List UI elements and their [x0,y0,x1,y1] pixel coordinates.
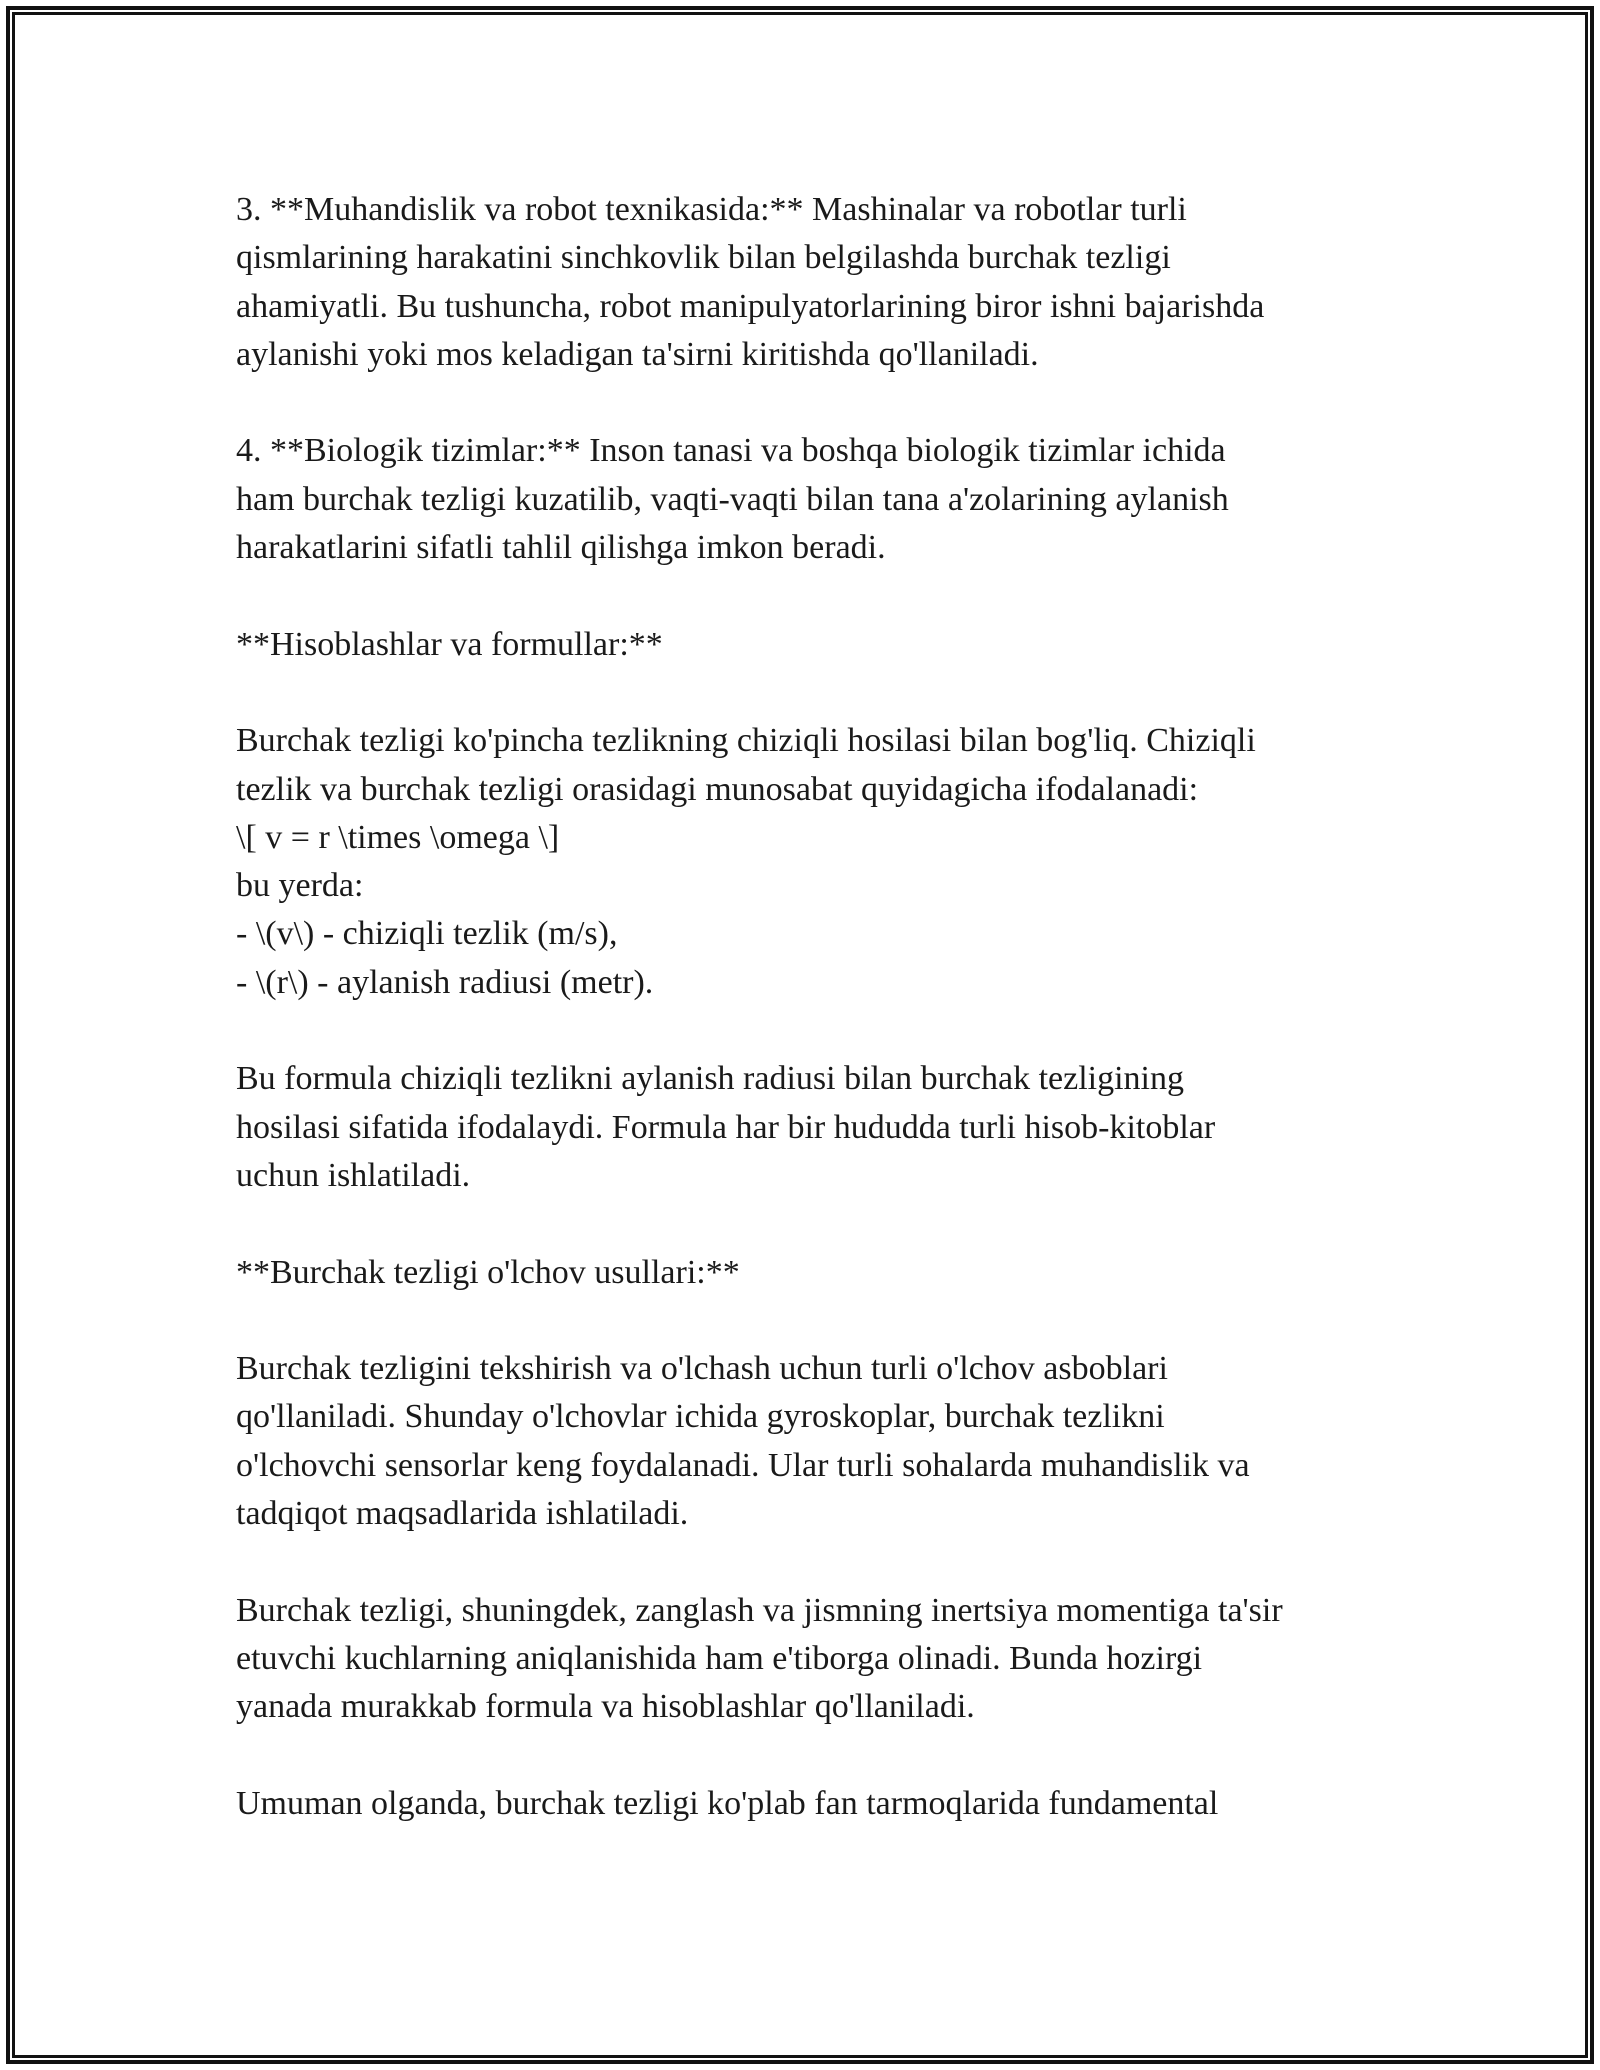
paragraph-formula-explanation [236,1055,1386,1200]
text-line: Burchak tezligini tekshirish va o'lchash uchun turli o'lchov asboblari [236,1350,1168,1388]
text-line: uchun ishlatiladi. [236,1156,471,1194]
text-line: Burchak tezligi, shuningdek, zanglash va jismning inertsiya momentiga ta'sir [236,1591,1283,1629]
paragraph-biological-systems [236,427,1386,572]
list-item: - \(v\) - chiziqli tezlik (m/s), [236,915,618,953]
text-line: o'lchovchi sensorlar keng foydalanadi. Ular turli sohalarda muhandislik va [236,1446,1250,1484]
text-line: **Hisoblashlar va formullar:** [236,625,663,663]
text-line: yanada murakkab formula va hisoblashlar qo'llaniladi. [236,1688,975,1726]
text-line: aylanishi yoki mos keladigan ta'sirni kiritishda qo'llaniladi. [236,335,1039,373]
text-line: Umuman olganda, burchak tezligi ko'plab fan tarmoqlarida fundamental [236,1784,1219,1822]
paragraph-measurement-instruments [236,1345,1386,1538]
text-line: ham burchak tezligi kuzatilib, vaqti-vaqti bilan tana a'zolarining aylanish [236,480,1229,518]
text-line: hosilasi sifatida ifodalaydi. Formula har bir hududda turli hisob-kitoblar [236,1108,1216,1146]
list-item: - \(r\) - aylanish radiusi (metr). [236,963,654,1001]
text-line: qismlarining harakatini sinchkovlik bilan belgilashda burchak tezligi [236,239,1171,277]
formula-line: \[ v = r \times \omega \] [236,818,560,856]
text-line: Bu formula chiziqli tezlikni aylanish radiusi bilan burchak tezligining [236,1060,1184,1098]
paragraph-engineering-robotics [236,186,1386,379]
heading-measurement-methods [236,1249,1386,1297]
text-line: bu yerda: [236,867,364,905]
text-line: 3. **Muhandislik va robot texnikasida:** Mashinalar va robotlar turli [236,191,1187,228]
document-body [236,186,1386,1876]
heading-calculations-formulas [236,621,1386,669]
paragraph-inertia-moment [236,1587,1386,1732]
text-line: tadqiqot maqsadlarida ishlatiladi. [236,1495,689,1533]
text-line: tezlik va burchak tezligi orasidagi munosabat quyidagicha ifodalanadi: [236,770,1199,808]
text-line: **Burchak tezligi o'lchov usullari:** [236,1253,740,1291]
paragraph-conclusion [236,1780,1386,1828]
text-line: harakatlarini sifatli tahlil qilishga imkon beradi. [236,529,886,567]
text-line: 4. **Biologik tizimlar:** Inson tanasi va boshqa biologik tizimlar ichida [236,432,1226,470]
paragraph-linear-velocity-formula [236,717,1386,1007]
text-line: etuvchi kuchlarning aniqlanishida ham e'tiborga olinadi. Bunda hozirgi [236,1639,1203,1677]
text-line: ahamiyatli. Bu tushuncha, robot manipulyatorlarining biror ishni bajarishda [236,287,1265,325]
text-line: qo'llaniladi. Shunday o'lchovlar ichida gyroskoplar, burchak tezlikni [236,1398,1165,1436]
text-line: Burchak tezligi ko'pincha tezlikning chiziqli hosilasi bilan bog'liq. Chiziqli [236,722,1256,760]
